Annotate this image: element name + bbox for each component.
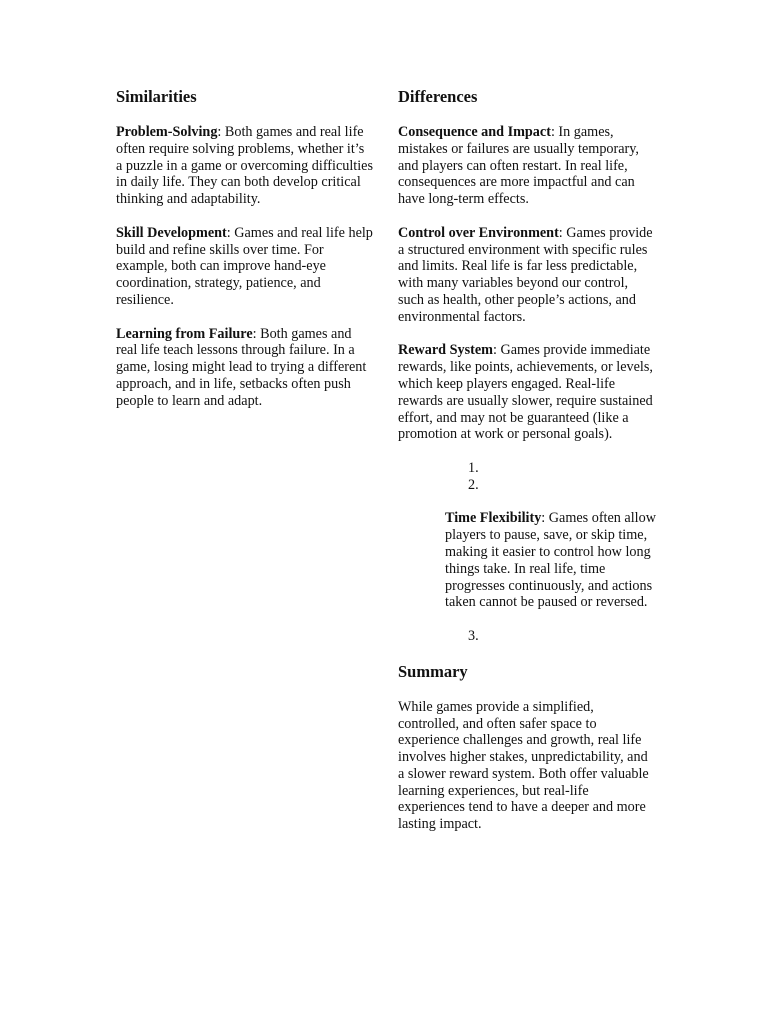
term-text: : Both games and real life teach lessons through failure. In a game, losing might lead to trying a different approach, and in life, setbacks often push people to learn and adapt. (116, 325, 367, 409)
term-text: : Games and real life help build and refine skills over time. For example, both can improve hand-eye coordination, strategy, patience, and resilience. (116, 224, 373, 308)
term-text: : In games, mistakes or failures are usually temporary, and players can often restart. In real life, consequences are more impactful and can have long-term effects. (398, 124, 639, 208)
term-text: : Games often allow players to pause, save, or skip time, making it easier to control how long things take. In real life, time progresses continuously, and actions taken cannot be paused or reversed. (445, 510, 656, 611)
term-label: Skill Development (116, 224, 227, 241)
term-label: Reward System (398, 342, 493, 359)
list-marker-3: 3. (468, 627, 479, 644)
similarities-column (116, 86, 374, 426)
summary-heading: Summary (398, 661, 468, 681)
differences-heading: Differences (398, 87, 478, 106)
list-marker-1: 1. (468, 459, 479, 476)
difference-reward-system (398, 342, 656, 443)
difference-consequence (398, 124, 656, 208)
term-label: Learning from Failure (116, 325, 253, 342)
term-label: Problem-Solving (116, 124, 218, 140)
term-text: : Both games and real life often require solving problems, whether it’s a puzzle in a game or overcoming difficulties in daily life. They can both develop critical thinking and adaptability. (116, 124, 373, 208)
term-label: Consequence and Impact (398, 124, 551, 140)
term-label: Control over Environment (398, 224, 559, 241)
difference-time-flexibility (398, 510, 656, 611)
similarity-learning-from-failure (116, 326, 374, 410)
list-marker-2: 2. (468, 476, 479, 493)
term-text: : Games provide immediate rewards, like points, achievements, or levels, which keep players engaged. Real-life rewards are usually slower, require sustained effort, and may not be guaranteed (like a promotion at work or personal goals). (398, 342, 653, 443)
similarity-skill-development (116, 225, 374, 309)
similarities-heading: Similarities (116, 87, 197, 106)
difference-control (398, 225, 656, 326)
summary-text: While games provide a simplified, controlled, and often safer space to experience challenges and growth, real life involves higher stakes, unpredictability, and a slower reward system. Both offer valuable learning experiences, but real-life experiences tend to have a deeper and more lasting impact. (398, 698, 649, 833)
term-label: Time Flexibility (445, 510, 542, 527)
similarity-problem-solving (116, 124, 374, 208)
differences-column (398, 86, 656, 850)
term-text: : Games provide a structured environment with specific rules and limits. Real life is far less predictable, with many variables beyond our control, such as health, other people’s actions, and environmental factors. (398, 224, 653, 325)
